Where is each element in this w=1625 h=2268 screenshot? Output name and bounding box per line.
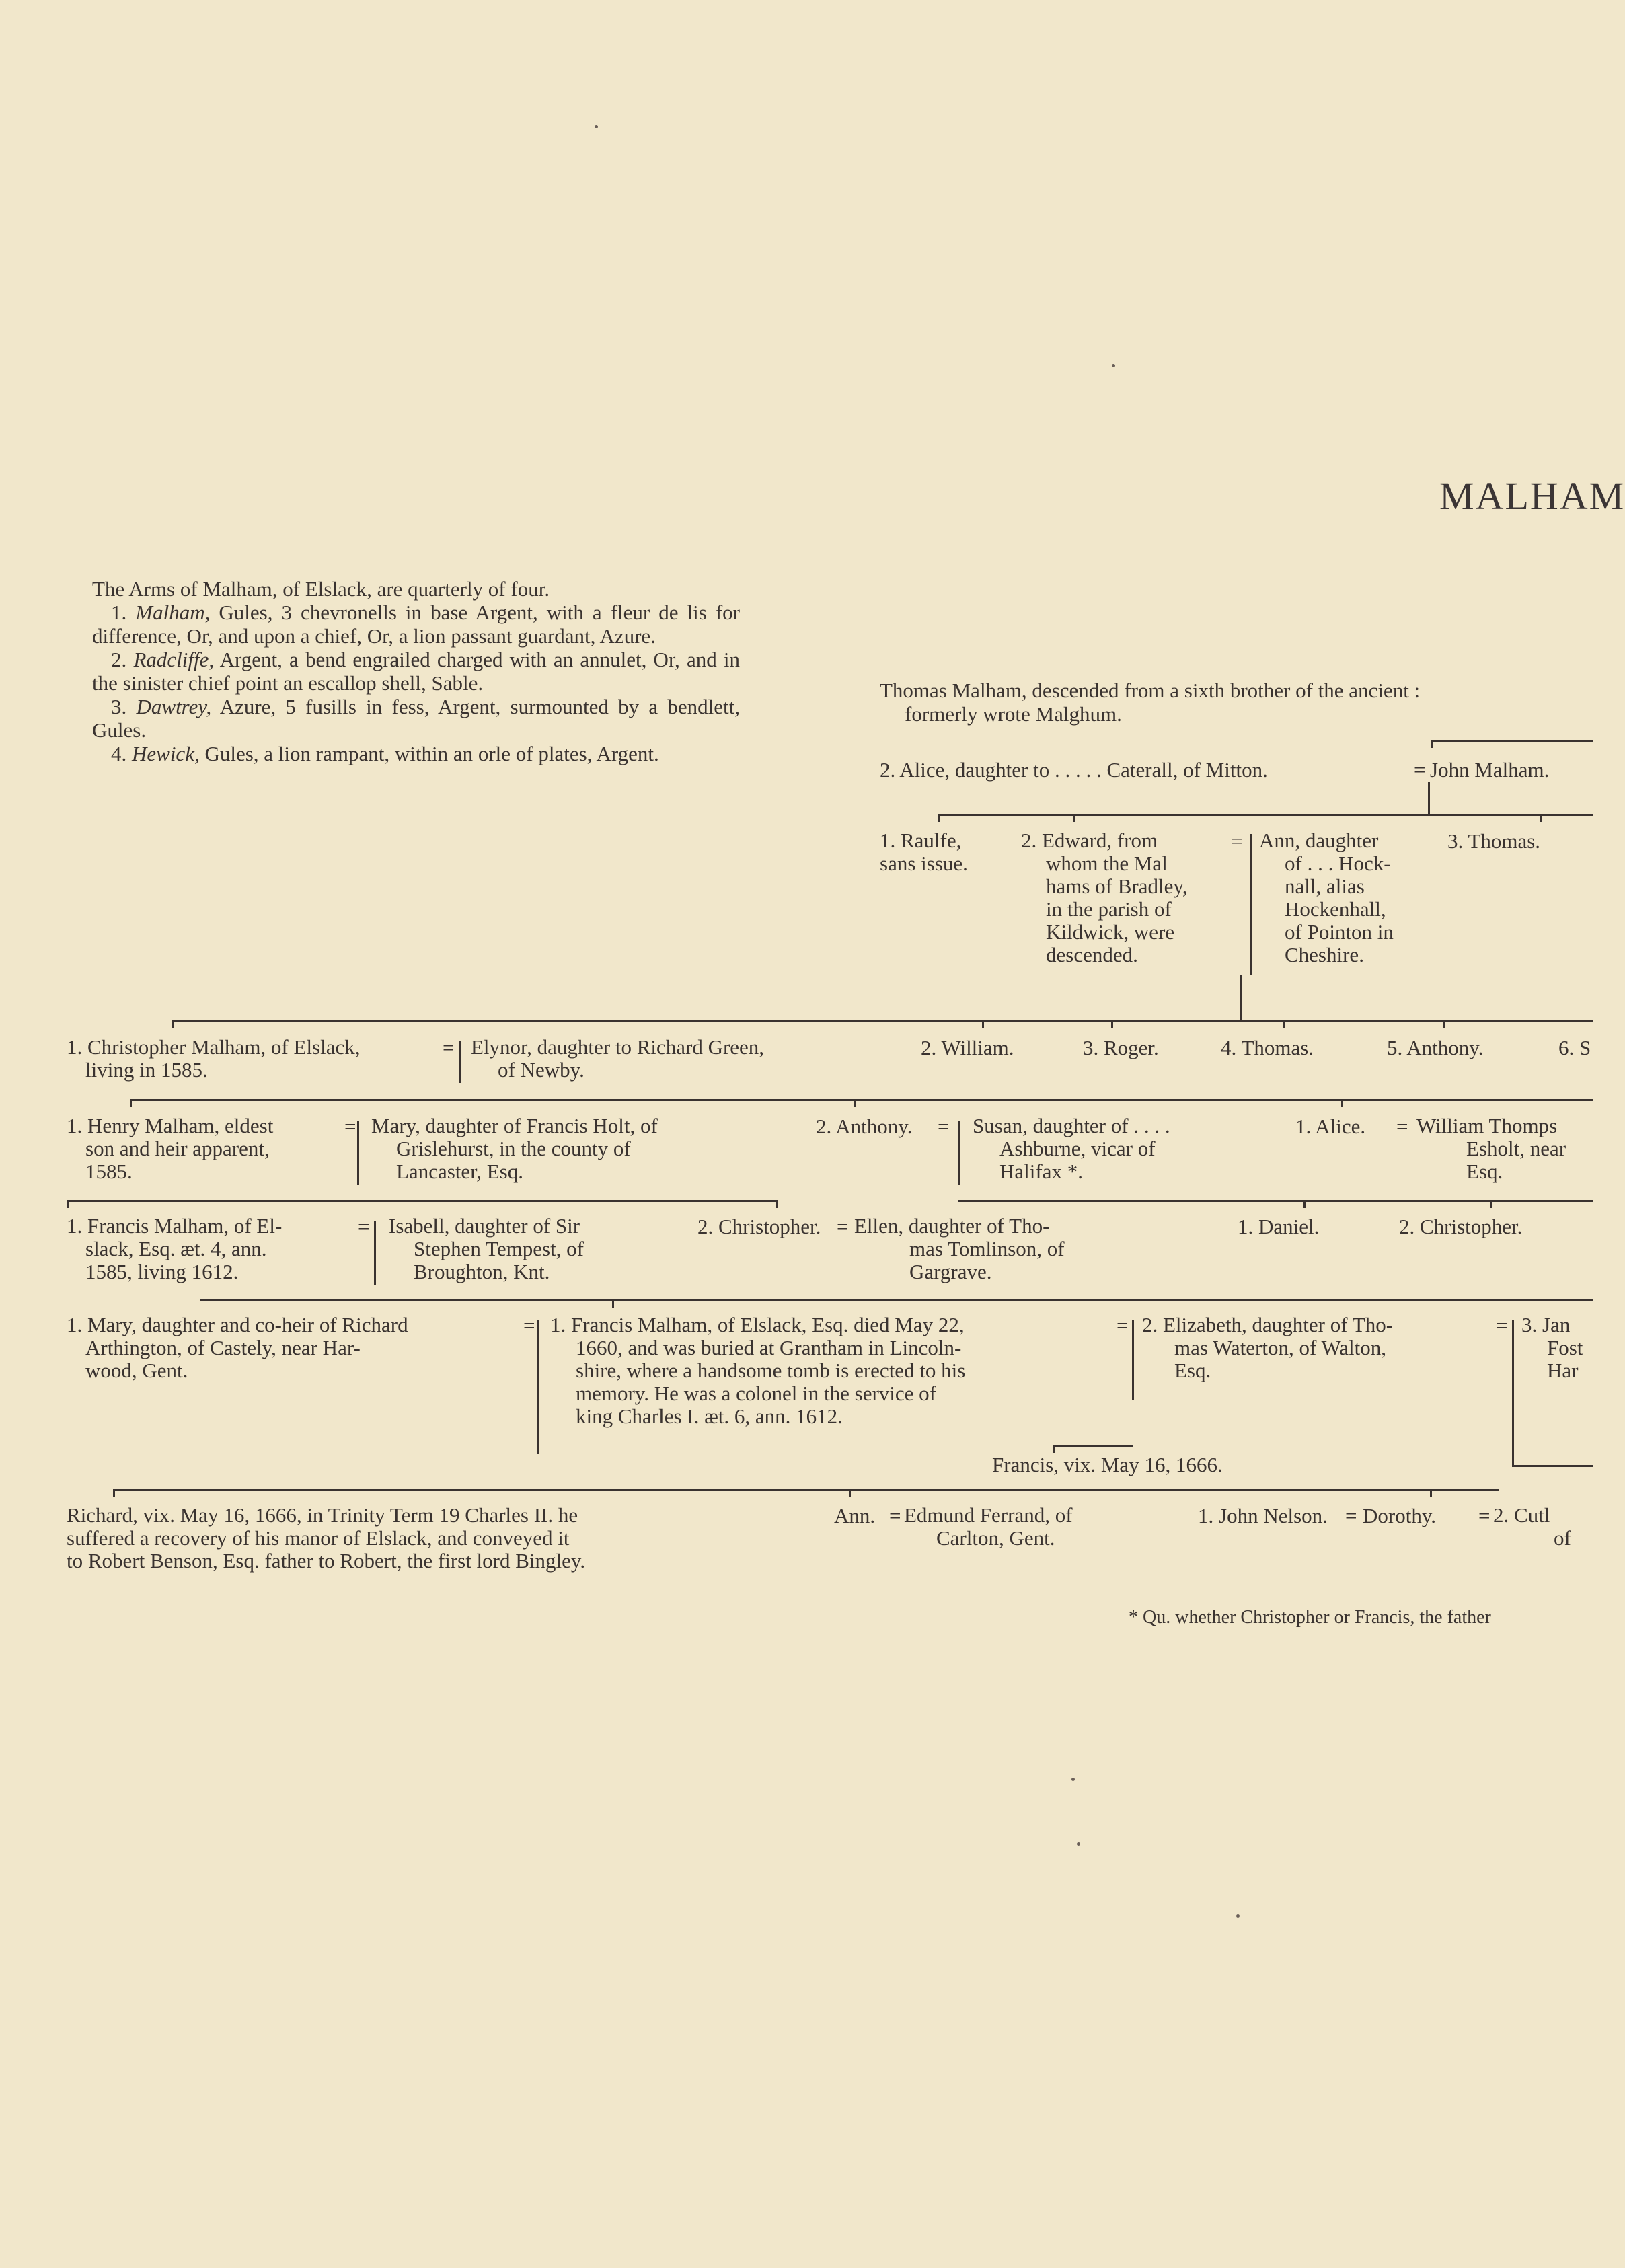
arms-item-3: 3. Dawtrey, Azure, 5 fusills in fess, Argent, surmounted by a bendlett, Gules. — [92, 695, 740, 742]
arms-block — [92, 577, 740, 765]
arms-item-1 — [92, 601, 740, 648]
william: 2. William. — [921, 1036, 1014, 1059]
john-nelson: 1. John Nelson. — [1198, 1504, 1328, 1527]
thomas-3: 3. Thomas. — [1447, 829, 1541, 853]
paper-speck — [1077, 1842, 1080, 1846]
thomas-malham-line-2: formerly wrote Malghum. — [905, 702, 1122, 726]
william-thompson: William Thomps Esholt, near Esq. — [1416, 1114, 1566, 1183]
christopher-2: 2. Christopher. — [697, 1215, 821, 1238]
alice-caterall: 2. Alice, daughter to . . . . . Caterall, of Mitton. — [880, 758, 1268, 782]
daniel: 1. Daniel. — [1238, 1215, 1320, 1238]
mary-arthington: 1. Mary, daughter and co-heir of Richard Arthington, of Castely, near Har- wood, Gent. — [67, 1313, 408, 1382]
arms-item-2: 2. Radcliffe, Argent, a bend engrailed charged with an annulet, Or, and in the sinister chief point an escallop shell, Sable. — [92, 648, 741, 695]
raulfe: 1. Raulfe, sans issue. — [880, 829, 968, 875]
isabell-tempest: Isabell, daughter of Sir Stephen Tempest, of Broughton, Knt. — [389, 1214, 584, 1283]
john-malham: John Malham. — [1430, 758, 1550, 782]
christopher-3: 2. Christopher. — [1399, 1215, 1523, 1238]
dorothy: Dorothy. — [1363, 1504, 1437, 1527]
francis-malham-1585: 1. Francis Malham, of El- slack, Esq. æt. 4, ann. 1585, living 1612. — [67, 1214, 282, 1283]
alice-1: 1. Alice. — [1295, 1114, 1366, 1138]
anthony-2: 2. Anthony. — [816, 1114, 913, 1138]
paper-speck — [1236, 1914, 1240, 1918]
marriage-sign-3: = — [443, 1036, 455, 1059]
ellen-tomlinson: Ellen, daughter of Tho- mas Tomlinson, of Gargrave. — [854, 1214, 1065, 1283]
ann-hocknall: Ann, daughter of . . . Hock- nall, alias Hockenhall, of Pointon in Cheshire. — [1259, 829, 1394, 967]
mary-holt: Mary, daughter of Francis Holt, of Grislehurst, in the county of Lancaster, Esq. — [371, 1114, 658, 1183]
paper-speck — [595, 125, 598, 128]
jane-third-wife: 3. Jan Fost Har — [1521, 1313, 1583, 1382]
anthony-5: 5. Anthony. — [1387, 1036, 1484, 1059]
christopher-malham: 1. Christopher Malham, of Elslack, living in 1585. — [67, 1035, 361, 1082]
marriage-sign-2: = — [1231, 829, 1243, 853]
henry-malham: 1. Henry Malham, eldest son and heir apparent, 1585. — [67, 1114, 274, 1183]
francis-malham-colonel: 1. Francis Malham, of Elslack, Esq. died May 22, 1660, and was buried at Grantham in Lincoln- shire, where a handsome tomb is erected to his memory. He was a colonel in the service of king Charles I. æt. 6, ann. 1612. — [550, 1313, 966, 1428]
footnote: * Qu. whether Christopher or Francis, the father — [1129, 1607, 1491, 1628]
francis-child: Francis, vix. May 16, 1666. — [992, 1453, 1223, 1476]
thomas-4: 4. Thomas. — [1221, 1036, 1314, 1059]
elizabeth-waterton: 2. Elizabeth, daughter of Tho- mas Waterton, of Walton, Esq. — [1142, 1313, 1394, 1382]
roger: 3. Roger. — [1083, 1036, 1159, 1059]
elynor-green: Elynor, daughter to Richard Green, of Newby. — [471, 1035, 765, 1082]
cuthbert-second-husband: 2. Cutl of — [1493, 1503, 1571, 1550]
pedigree-page: MALHAM The Arms of Malham, of Elslack, are quarterly of four. 1. Malham, Gules, 3 chevronells in base Argent, with a fleur de lis for difference, Or, and upon a chief, Or, a lion passant guardant, Azure. 2. Radcliffe, Argent, a bend engrailed charged with an annulet, Or, and in the sinister chief point an escallop shell, Sable. 3. Dawtrey, Azure, 5 fusills in fess, Argent, surmounted by a bendlett, Gules. 4. Hewick, Gules, a lion rampant, within an orle of plates, Argent. Thomas Malham, descended from a sixth brother of the ancient : formerly wrote Malghum. 2. Alice, daughter to . . . . . Caterall, of Mitton. = John Malham. 1. Raulfe, sans issue. 2. Edward, from whom the Mal hams of Bradley, in the parish of Kildwick, were descended. = Ann, daughter of . . . Hock- nall, alias Hockenhall, of Pointon in Cheshire. 3. Thomas. 1. Christopher Malham, of Elslack, living in 1585. = Elynor, daughter to Richard Green, of Newby. 2. William. 3. Roger. 4. Thomas. 5. Anthony. 6. S 1. Henry Malham, eldest son and heir apparent, 1585. = Mary, daughter of Francis Holt, of Grislehurst, in the county of Lancaster, Esq. 2. Anthony. = Susan, daughter of . . . . Ashburne, vicar of Halifax *. 1. Alice. = William Thomps Esholt, near Esq. 1. Francis Malham, of El- slack, Esq. æt. 4, ann. 1585, living 1612. = Isabell, daughter of Sir Stephen Tempest, of Broughton, Knt. 2. Christopher. = Ellen, daughter of Tho- mas Tomlinson, of Gargrave. 1. Daniel. 2. Christopher. 1. Mary, daughter and co-heir of Richard Arthington, of Castely, near Har- wood, Gent. = 1. Francis Malham, of Elslack, Esq. died May 22, 1660, and was buried at Grantham in Lincoln- shire, where a handsome tomb is erected to his memory. He was a colonel in the service of king Charles I. æt. 6, ann. 1612. = 2. Elizabeth, daughter of Tho- mas Waterton, of Walton, Esq. = 3. Jan Fost Har Francis, vix. May 16, 1666. Richard, vix. May 16, 1666, in Trinity Term 19 Charles II. he suffered a recovery of his manor of Elslack, and conveyed it to Robert Benson, Esq. father to Robert, the first lord Bingley. Ann. = Edmund Ferrand, of Carlton, Gent. 1. John Nelson. = Dorothy. = 2. Cutl of * Qu. whether Christopher or Francis, the father — [0, 0, 1593, 2268]
marriage-sign-1: = — [1414, 758, 1426, 782]
paper-speck — [1071, 1778, 1075, 1781]
edmund-ferrand: Edmund Ferrand, of Carlton, Gent. — [904, 1503, 1073, 1550]
arms-item-4: 4. Hewick, Gules, a lion rampant, within an orle of plates, Argent. — [111, 742, 659, 765]
edward: 2. Edward, from whom the Mal hams of Bradley, in the parish of Kildwick, were descended. — [1021, 829, 1188, 967]
richard-malham: Richard, vix. May 16, 1666, in Trinity Term 19 Charles II. he suffered a recovery of his manor of Elslack, and conveyed it to Robert Benson, Esq. father to Robert, the first lord Bingley. — [67, 1503, 586, 1573]
ann-malham: Ann. — [834, 1504, 876, 1527]
paper-speck — [1112, 364, 1115, 367]
arms-heading: The Arms of Malham, of Elslack, are quarterly of four. — [92, 577, 550, 601]
page-title: MALHAM — [1439, 474, 1625, 518]
thomas-malham-line-1: Thomas Malham, descended from a sixth brother of the ancient : — [880, 679, 1421, 702]
sixth-son: 6. S — [1558, 1036, 1591, 1059]
susan: Susan, daughter of . . . . Ashburne, vicar of Halifax *. — [973, 1114, 1170, 1183]
arms-item-1-text: 1. Malham, Gules, 3 chevronells in base Argent, with a fleur de lis for difference, Or, and upon a chief, Or, a lion passant guardant, Azure. — [92, 601, 741, 648]
